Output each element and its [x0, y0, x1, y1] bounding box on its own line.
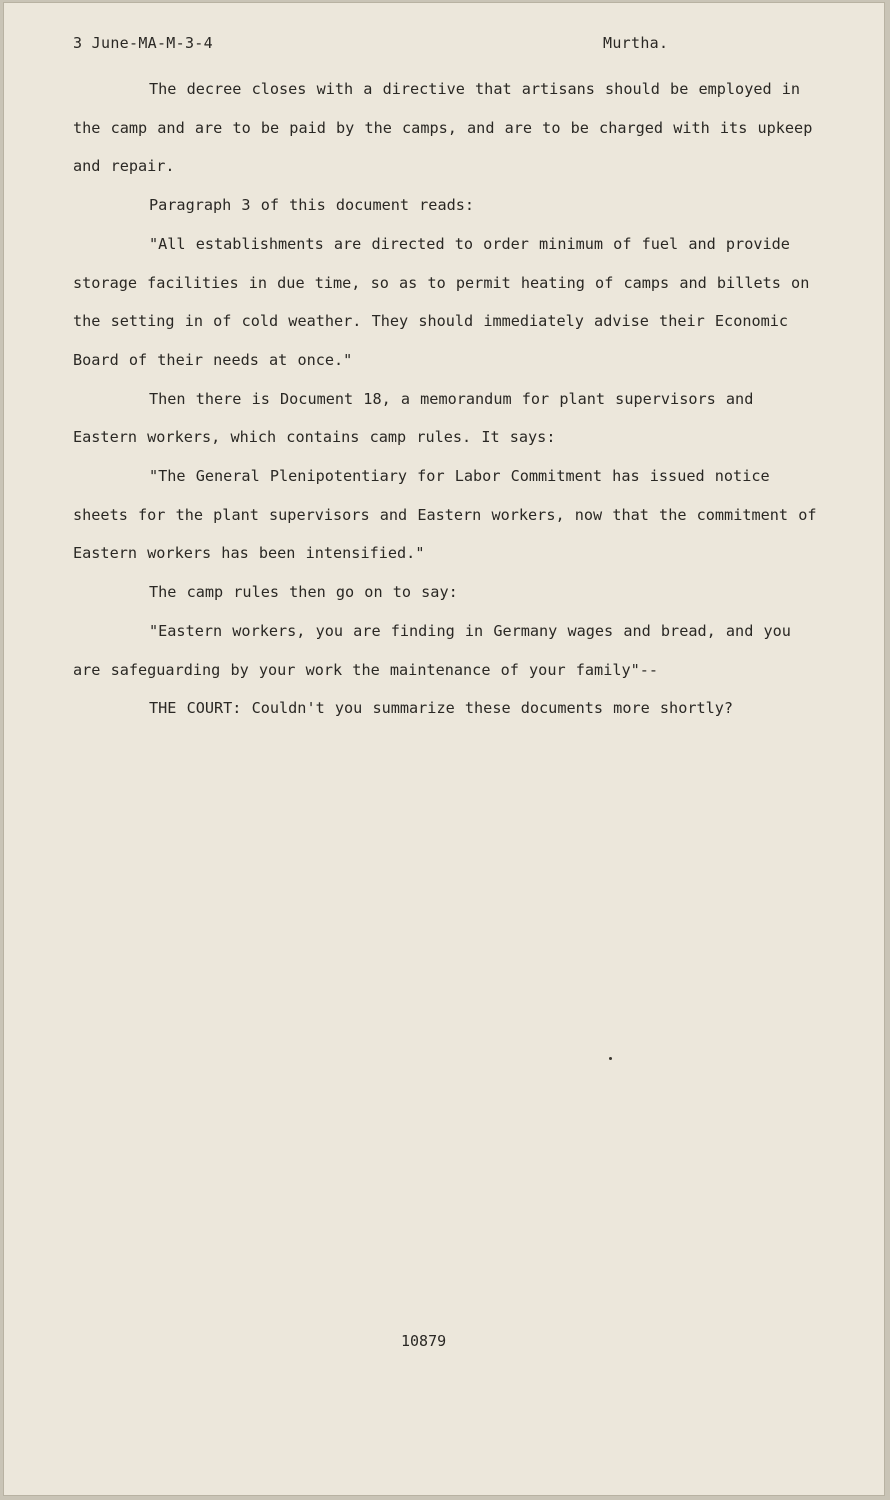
transcript-reference: 3 June-MA-M-3-4 [73, 34, 213, 52]
speaker-name: Murtha. [603, 34, 669, 52]
paragraph-document-18: Then there is Document 18, a memorandum for plant supervisors and Eastern workers, which contains camp rules. It says: [73, 389, 754, 447]
paragraph-plenipotentiary-quote: "The General Plenipotentiary for Labor Commitment has issued notice sheets for the plant supervisors and Eastern workers, now that the commitment of Eastern workers has been intensified." [73, 467, 817, 563]
ink-speck [609, 1057, 612, 1060]
paragraph-eastern-workers-quote: "Eastern workers, you are finding in Germany wages and bread, and you are safeguarding by your work the maintenance of your family"-- [73, 621, 791, 679]
paragraph-decree: The decree closes with a directive that artisans should be employed in the camp and are to be paid by the camps, and are to be charged with its upkeep and repair. [73, 80, 813, 176]
paragraph-fuel-quote: "All establishments are directed to order minimum of fuel and provide storage facilities in due time, so as to permit heating of camps and billets on the setting in of cold weather. They should immediately advise their Economic Board of their needs at once." [73, 234, 810, 369]
paragraph-court-remark: THE COURT: Couldn't you summarize these documents more shortly? [149, 699, 734, 718]
document-page [3, 2, 885, 1496]
paragraph-reference: Paragraph 3 of this document reads: [149, 196, 475, 215]
paragraph-camp-rules: The camp rules then go on to say: [149, 583, 458, 602]
transcript-body [73, 70, 823, 728]
page-number: 10879 [401, 1332, 447, 1350]
